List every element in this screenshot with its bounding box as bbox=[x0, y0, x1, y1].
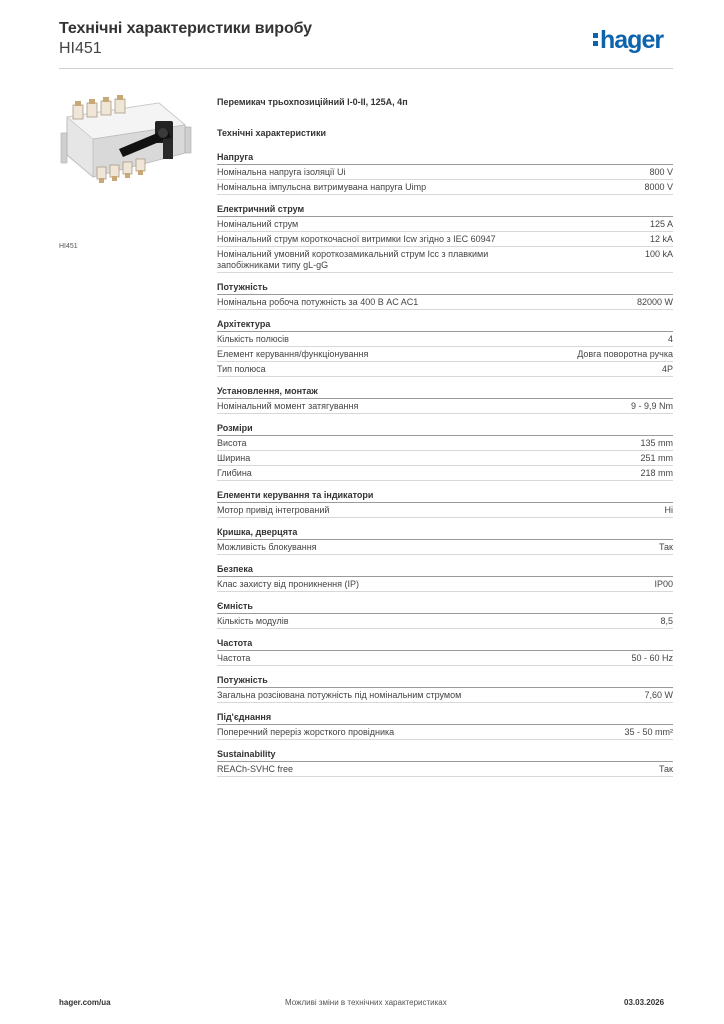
spec-group bbox=[217, 490, 673, 518]
spec-row bbox=[217, 540, 673, 555]
spec-group bbox=[217, 638, 673, 666]
spec-value: 9 - 9,9 Nm bbox=[630, 401, 673, 411]
spec-row bbox=[217, 577, 673, 592]
spec-value: 125 A bbox=[649, 219, 673, 229]
image-caption: HI451 bbox=[59, 243, 78, 250]
spec-label: Можливість блокування bbox=[217, 542, 317, 552]
spec-label: Частота bbox=[217, 653, 251, 663]
spec-label: Кількість полюсів bbox=[217, 334, 289, 344]
spec-row bbox=[217, 503, 673, 518]
spec-group-title: Під'єднання bbox=[217, 712, 673, 725]
spec-row bbox=[217, 362, 673, 377]
spec-value: 4P bbox=[661, 364, 673, 374]
spec-value: 50 - 60 Hz bbox=[631, 653, 673, 663]
page-title: Технічні характеристики виробу bbox=[59, 20, 312, 37]
spec-value: 35 - 50 mm² bbox=[624, 727, 673, 737]
spec-row bbox=[217, 614, 673, 629]
product-image bbox=[59, 95, 194, 195]
spec-group bbox=[217, 204, 673, 273]
logo-dots-icon bbox=[593, 33, 599, 49]
spec-row bbox=[217, 436, 673, 451]
spec-group-title: Електричний струм bbox=[217, 204, 673, 217]
spec-value: 4 bbox=[667, 334, 673, 344]
spec-label: Номінальний струм bbox=[217, 219, 299, 229]
spec-group-title: Розміри bbox=[217, 423, 673, 436]
spec-row bbox=[217, 217, 673, 232]
spec-row bbox=[217, 332, 673, 347]
spec-value: Так bbox=[658, 542, 673, 552]
footer-date: 03.03.2026 bbox=[624, 998, 665, 1007]
spec-group bbox=[217, 564, 673, 592]
spec-value: Довга поворотна ручка bbox=[577, 349, 673, 359]
section-title: Технічні характеристики bbox=[217, 128, 326, 138]
spec-label: Тип полюса bbox=[217, 364, 266, 374]
spec-row bbox=[217, 247, 673, 273]
spec-group-title: Елементи керування та індикатори bbox=[217, 490, 673, 503]
spec-group-title: Напруга bbox=[217, 152, 673, 165]
spec-label: Номінальна імпульсна витримувана напруга Uimp bbox=[217, 182, 427, 192]
spec-row bbox=[217, 232, 673, 247]
spec-row bbox=[217, 762, 673, 777]
spec-label: Висота bbox=[217, 438, 247, 448]
spec-label: Номінальний умовний короткозамикальний струм Icc з плавкими запобіжниками типу gL-gG bbox=[217, 249, 489, 270]
spec-group bbox=[217, 386, 673, 414]
footer-disclaimer: Можливі зміни в технічних характеристиках bbox=[285, 998, 447, 1007]
switch-disconnector-icon bbox=[59, 95, 194, 195]
spec-label: Номінальна напруга ізоляції Ui bbox=[217, 167, 346, 177]
spec-row bbox=[217, 347, 673, 362]
spec-label: Номінальний струм короткочасної витримки Icw згідно з IEC 60947 bbox=[217, 234, 496, 244]
hager-logo[interactable] bbox=[593, 26, 663, 55]
spec-group bbox=[217, 319, 673, 377]
spec-row bbox=[217, 451, 673, 466]
spec-value: 8000 V bbox=[644, 182, 673, 192]
spec-label: Номінальний момент затягування bbox=[217, 401, 359, 411]
spec-label: Загальна розсіювана потужність під номінальним струмом bbox=[217, 690, 462, 700]
spec-label: REACh-SVHC free bbox=[217, 764, 294, 774]
spec-group bbox=[217, 675, 673, 703]
spec-label: Номінальна робоча потужність за 400 В AC AC1 bbox=[217, 297, 419, 307]
spec-group-title: Частота bbox=[217, 638, 673, 651]
spec-value: 100 kA bbox=[644, 249, 673, 259]
header-divider bbox=[59, 68, 673, 69]
spec-group-title: Ємність bbox=[217, 601, 673, 614]
spec-value: 12 kA bbox=[649, 234, 673, 244]
spec-group bbox=[217, 601, 673, 629]
spec-row bbox=[217, 295, 673, 310]
spec-row bbox=[217, 688, 673, 703]
footer-website[interactable]: hager.com/ua bbox=[59, 998, 111, 1007]
spec-value: 7,60 W bbox=[644, 690, 673, 700]
product-name: Перемикач трьохпозиційний I-0-II, 125A, 4п bbox=[217, 97, 408, 107]
spec-group bbox=[217, 712, 673, 740]
product-code: HI451 bbox=[59, 40, 102, 57]
spec-value: 82000 W bbox=[636, 297, 673, 307]
spec-row bbox=[217, 165, 673, 180]
spec-row bbox=[217, 725, 673, 740]
spec-group-title: Потужність bbox=[217, 282, 673, 295]
spec-value: 218 mm bbox=[640, 468, 673, 478]
spec-group-title: Безпека bbox=[217, 564, 673, 577]
page-header bbox=[59, 20, 312, 58]
spec-row bbox=[217, 466, 673, 481]
spec-value: IP00 bbox=[654, 579, 673, 589]
spec-value: 800 V bbox=[649, 167, 673, 177]
spec-value: Ні bbox=[664, 505, 673, 515]
spec-group-title: Установлення, монтаж bbox=[217, 386, 673, 399]
spec-group-title: Архітектура bbox=[217, 319, 673, 332]
logo-text: hager bbox=[600, 26, 664, 54]
spec-group bbox=[217, 749, 673, 777]
spec-group bbox=[217, 152, 673, 195]
spec-label: Глибина bbox=[217, 468, 252, 478]
spec-label: Кількість модулів bbox=[217, 616, 289, 626]
spec-row bbox=[217, 180, 673, 195]
spec-group-title: Sustainability bbox=[217, 749, 673, 762]
spec-group bbox=[217, 282, 673, 310]
spec-group-title: Потужність bbox=[217, 675, 673, 688]
spec-label: Клас захисту від проникнення (IP) bbox=[217, 579, 360, 589]
spec-label: Ширина bbox=[217, 453, 251, 463]
spec-label: Поперечний переріз жорсткого провідника bbox=[217, 727, 395, 737]
specifications bbox=[217, 97, 673, 786]
spec-value: 135 mm bbox=[640, 438, 673, 448]
spec-group bbox=[217, 527, 673, 555]
spec-groups bbox=[217, 152, 673, 777]
spec-row bbox=[217, 651, 673, 666]
spec-row bbox=[217, 399, 673, 414]
spec-value: 8,5 bbox=[660, 616, 673, 626]
spec-value: 251 mm bbox=[640, 453, 673, 463]
spec-label: Мотор привід інтегрований bbox=[217, 505, 330, 515]
spec-group-title: Кришка, дверцята bbox=[217, 527, 673, 540]
spec-label: Елемент керування/функціонування bbox=[217, 349, 369, 359]
spec-group bbox=[217, 423, 673, 481]
spec-value: Так bbox=[658, 764, 673, 774]
